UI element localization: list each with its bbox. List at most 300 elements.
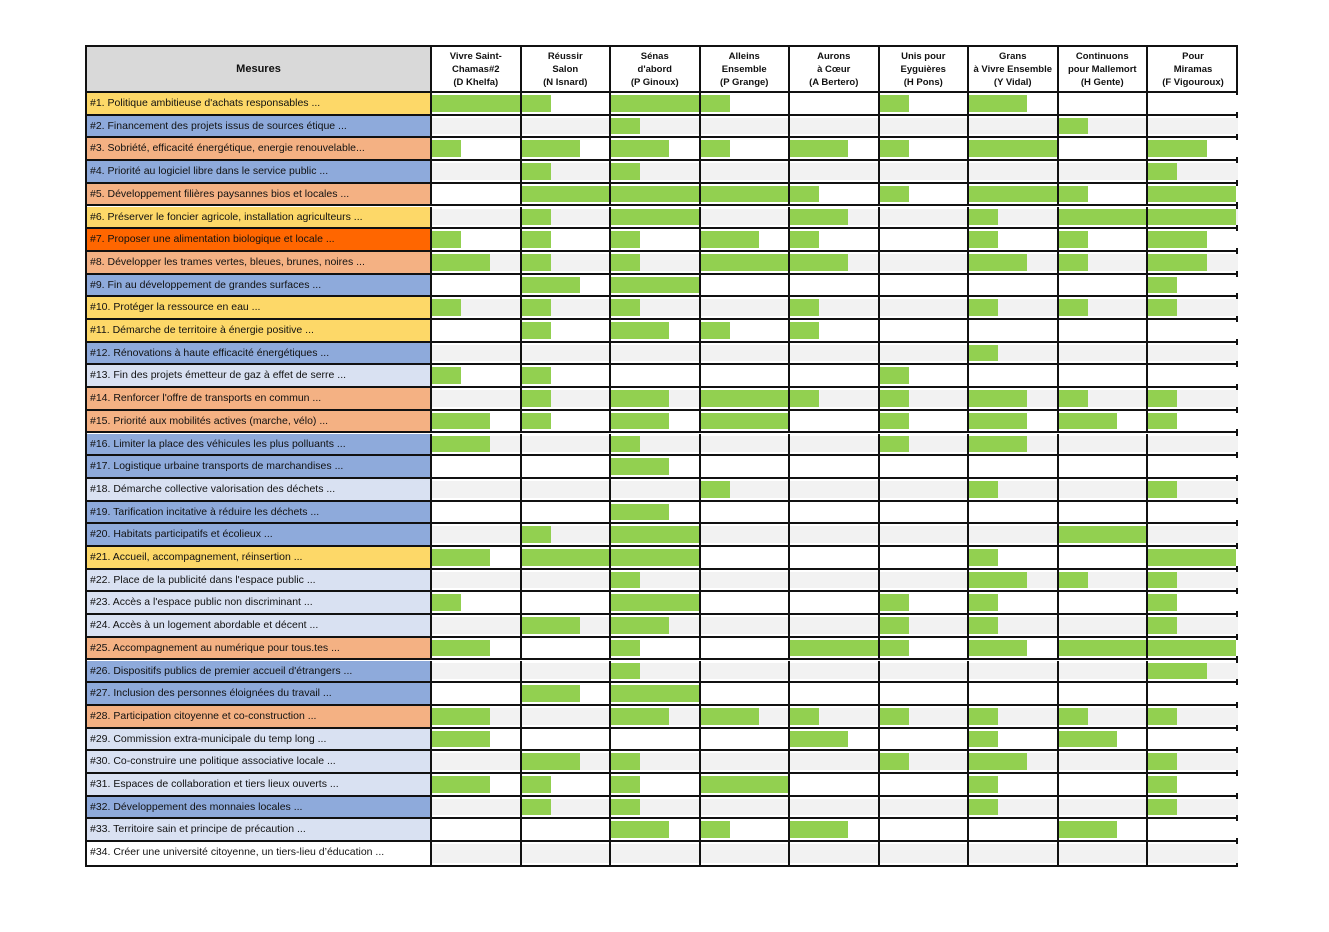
score-track (1059, 549, 1147, 566)
score-cell (1148, 638, 1238, 659)
score-cell (611, 229, 701, 250)
score-cell (432, 297, 522, 318)
score-cell (969, 661, 1059, 682)
score-track (969, 821, 1057, 838)
score-cell (432, 819, 522, 840)
score-track (1148, 821, 1238, 838)
score-cell (611, 138, 701, 159)
score-cell (1148, 161, 1238, 182)
score-track (522, 844, 610, 863)
score-cell (611, 184, 701, 205)
table-row (87, 479, 1236, 502)
measure-label: #14. Renforcer l'offre de transports en commun ... (87, 388, 432, 409)
score-cell (522, 661, 612, 682)
score-cell (432, 275, 522, 296)
score-track (1059, 617, 1147, 634)
score-track (1059, 776, 1147, 793)
measure-label: #23. Accès a l'espace public non discriminant ... (87, 592, 432, 613)
score-cell (611, 116, 701, 137)
score-cell (432, 138, 522, 159)
score-bar (611, 663, 640, 680)
table-row (87, 388, 1236, 411)
score-bar (790, 140, 848, 157)
score-track (1148, 844, 1238, 863)
score-track (790, 685, 878, 702)
score-cell (701, 502, 791, 523)
score-bar (522, 95, 551, 112)
header-mesures: Mesures (87, 47, 432, 91)
score-track (522, 504, 610, 521)
score-track (969, 844, 1057, 863)
score-bar (522, 526, 551, 543)
score-track (969, 504, 1057, 521)
score-cell (611, 774, 701, 795)
score-track (790, 549, 878, 566)
score-track (790, 504, 878, 521)
score-cell (790, 93, 880, 114)
score-bar (969, 799, 998, 816)
score-bar (1148, 617, 1177, 634)
score-bar (611, 322, 669, 339)
score-cell (522, 570, 612, 591)
score-bar (522, 231, 551, 248)
score-cell (611, 456, 701, 477)
score-track (969, 685, 1057, 702)
score-cell (611, 592, 701, 613)
score-cell (522, 297, 612, 318)
score-bar (432, 413, 490, 430)
score-track (701, 526, 789, 543)
score-cell (432, 729, 522, 750)
score-cell (969, 161, 1059, 182)
score-track (701, 617, 789, 634)
score-cell (611, 411, 701, 432)
score-cell (432, 93, 522, 114)
score-bar (611, 685, 699, 702)
score-bar (1148, 231, 1207, 248)
score-bar (611, 209, 699, 226)
score-bar (969, 390, 1027, 407)
column-header-line: (P Ginoux) (630, 76, 679, 88)
score-cell (880, 161, 970, 182)
score-track (701, 685, 789, 702)
score-bar (790, 186, 819, 203)
score-cell (432, 388, 522, 409)
score-track (432, 186, 520, 203)
score-cell (969, 411, 1059, 432)
score-track (432, 209, 520, 226)
score-cell (522, 797, 612, 818)
score-track (701, 663, 789, 680)
score-bar (1059, 231, 1088, 248)
column-header-line: (P Grange) (720, 76, 769, 88)
score-bar (701, 254, 789, 271)
score-cell (790, 592, 880, 613)
measure-label: #26. Dispositifs publics de premier accueil d'étrangers ... (87, 661, 432, 682)
table-row (87, 116, 1236, 139)
score-cell (701, 93, 791, 114)
table-row (87, 774, 1236, 797)
score-cell (1148, 819, 1238, 840)
score-cell (611, 524, 701, 545)
score-track (432, 458, 520, 475)
score-bar (522, 140, 580, 157)
column-header-line: pour Mallemort (1067, 63, 1137, 75)
score-bar (1059, 254, 1088, 271)
table-row (87, 456, 1236, 479)
score-cell (969, 320, 1059, 341)
score-bar (1148, 277, 1177, 294)
score-track (880, 163, 968, 180)
measure-label: #11. Démarche de territoire à énergie positive ... (87, 320, 432, 341)
score-cell (701, 138, 791, 159)
score-cell (522, 184, 612, 205)
score-bar (1148, 776, 1177, 793)
score-bar (701, 708, 759, 725)
score-track (1148, 436, 1238, 453)
column-header-line: d'abord (637, 63, 672, 75)
score-cell (880, 842, 970, 865)
score-bar (611, 572, 640, 589)
score-cell (880, 207, 970, 228)
score-bar (611, 95, 699, 112)
score-track (1148, 526, 1238, 543)
score-track (880, 231, 968, 248)
score-bar (611, 299, 640, 316)
score-bar (969, 481, 998, 498)
score-cell (880, 456, 970, 477)
score-cell (1059, 252, 1149, 273)
score-cell (969, 547, 1059, 568)
score-bar (611, 413, 669, 430)
score-cell (1059, 207, 1149, 228)
score-cell (1148, 479, 1238, 500)
table-row (87, 842, 1236, 865)
score-cell (880, 819, 970, 840)
score-cell (1148, 320, 1238, 341)
score-track (880, 799, 968, 816)
score-track (701, 640, 789, 657)
score-cell (701, 592, 791, 613)
score-cell (1148, 683, 1238, 704)
score-cell (701, 207, 791, 228)
table-row (87, 343, 1236, 366)
score-cell (611, 729, 701, 750)
score-bar (611, 163, 640, 180)
score-cell (701, 275, 791, 296)
score-cell (969, 774, 1059, 795)
score-bar (701, 413, 789, 430)
score-cell (969, 842, 1059, 865)
score-cell (790, 729, 880, 750)
score-bar (611, 640, 640, 657)
column-header-line: Eyguières (900, 63, 946, 75)
column-header (522, 47, 612, 91)
score-track (1059, 458, 1147, 475)
score-cell (432, 343, 522, 364)
table-header-row (87, 47, 1236, 93)
score-cell (880, 547, 970, 568)
score-track (432, 617, 520, 634)
score-cell (701, 683, 791, 704)
column-header (701, 47, 791, 91)
score-cell (522, 161, 612, 182)
score-cell (1148, 570, 1238, 591)
score-cell (880, 343, 970, 364)
score-cell (1059, 479, 1149, 500)
score-cell (1059, 683, 1149, 704)
score-bar (432, 776, 490, 793)
score-track (1148, 345, 1238, 362)
score-cell (611, 797, 701, 818)
score-bar (611, 390, 669, 407)
score-bar (1148, 390, 1177, 407)
score-cell (701, 524, 791, 545)
score-track (790, 413, 878, 430)
score-track (790, 458, 878, 475)
measure-label: #17. Logistique urbaine transports de marchandises ... (87, 456, 432, 477)
score-cell (701, 411, 791, 432)
score-track (880, 663, 968, 680)
column-header-line: (H Pons) (903, 76, 943, 88)
score-cell (880, 297, 970, 318)
score-cell (790, 638, 880, 659)
score-track (701, 594, 789, 611)
score-cell (880, 252, 970, 273)
score-cell (1059, 116, 1149, 137)
score-cell (1059, 729, 1149, 750)
score-track (522, 663, 610, 680)
score-cell (880, 592, 970, 613)
score-cell (611, 388, 701, 409)
score-bar (969, 140, 1057, 157)
score-track (880, 526, 968, 543)
score-cell (701, 229, 791, 250)
score-track (790, 572, 878, 589)
score-cell (1148, 751, 1238, 772)
score-bar (969, 776, 998, 793)
score-cell (701, 343, 791, 364)
score-track (1059, 436, 1147, 453)
score-cell (611, 547, 701, 568)
score-cell (880, 774, 970, 795)
score-cell (611, 502, 701, 523)
score-bar (432, 594, 461, 611)
score-cell (432, 320, 522, 341)
score-cell (611, 842, 701, 865)
score-track (1059, 140, 1147, 157)
score-cell (611, 275, 701, 296)
score-track (880, 821, 968, 838)
score-bar (1059, 572, 1088, 589)
score-bar (880, 640, 909, 657)
score-track (969, 277, 1057, 294)
table-row (87, 229, 1236, 252)
score-track (880, 299, 968, 316)
score-bar (611, 436, 640, 453)
score-cell (969, 638, 1059, 659)
score-track (432, 844, 520, 863)
score-bar (969, 708, 998, 725)
score-bar (432, 254, 490, 271)
score-track (880, 277, 968, 294)
score-cell (969, 479, 1059, 500)
score-track (432, 572, 520, 589)
score-cell (522, 229, 612, 250)
score-cell (432, 570, 522, 591)
score-track (790, 844, 878, 863)
measure-label: #20. Habitats participatifs et écolieux ... (87, 524, 432, 545)
column-header-line: (H Gente) (1080, 76, 1124, 88)
table-row (87, 819, 1236, 842)
score-cell (432, 774, 522, 795)
score-cell (1148, 184, 1238, 205)
column-header (790, 47, 880, 91)
score-cell (790, 365, 880, 386)
score-cell (969, 797, 1059, 818)
score-cell (1059, 751, 1149, 772)
score-track (969, 458, 1057, 475)
score-cell (1059, 661, 1149, 682)
score-bar (969, 731, 998, 748)
table-row (87, 161, 1236, 184)
column-header-line: Chamas#2 (451, 63, 500, 75)
score-track (522, 640, 610, 657)
score-cell (1059, 456, 1149, 477)
score-cell (701, 797, 791, 818)
score-track (432, 685, 520, 702)
table-row (87, 524, 1236, 547)
score-bar (1148, 163, 1177, 180)
score-track (432, 663, 520, 680)
score-cell (1148, 207, 1238, 228)
score-cell (432, 252, 522, 273)
score-track (522, 436, 610, 453)
score-cell (432, 161, 522, 182)
score-bar (611, 799, 640, 816)
score-track (969, 526, 1057, 543)
score-cell (611, 93, 701, 114)
score-cell (1148, 842, 1238, 865)
score-bar (1059, 209, 1147, 226)
score-track (880, 572, 968, 589)
measure-label: #16. Limiter la place des véhicules les plus polluants ... (87, 434, 432, 455)
score-cell (701, 388, 791, 409)
score-bar (790, 254, 848, 271)
score-track (701, 277, 789, 294)
table-row (87, 93, 1236, 116)
score-cell (1059, 320, 1149, 341)
score-bar (611, 277, 699, 294)
score-cell (432, 479, 522, 500)
score-cell (701, 297, 791, 318)
score-cell (1059, 365, 1149, 386)
column-header-line: (F Vigouroux) (1162, 76, 1224, 88)
score-track (790, 753, 878, 770)
score-track (701, 118, 789, 135)
column-header-line: Sénas (640, 50, 669, 62)
table-row (87, 434, 1236, 457)
score-bar (611, 753, 640, 770)
measure-label: #1. Politique ambitieuse d'achats responsables ... (87, 93, 432, 114)
score-cell (1148, 502, 1238, 523)
column-header-line: Aurons (817, 50, 851, 62)
score-bar (880, 594, 909, 611)
score-bar (701, 481, 730, 498)
score-bar (611, 821, 669, 838)
score-track (522, 594, 610, 611)
score-track (701, 436, 789, 453)
score-track (432, 821, 520, 838)
column-header (1148, 47, 1238, 91)
score-bar (432, 140, 461, 157)
score-cell (611, 706, 701, 727)
score-track (790, 617, 878, 634)
score-cell (1059, 638, 1149, 659)
score-track (701, 209, 789, 226)
score-bar (1148, 594, 1177, 611)
measure-label: #27. Inclusion des personnes éloignées du travail ... (87, 683, 432, 704)
score-cell (432, 116, 522, 137)
measure-label: #6. Préserver le foncier agricole, installation agriculteurs ... (87, 207, 432, 228)
score-cell (611, 661, 701, 682)
score-cell (1059, 184, 1149, 205)
score-track (432, 118, 520, 135)
score-cell (790, 388, 880, 409)
score-cell (1059, 434, 1149, 455)
score-track (432, 481, 520, 498)
score-cell (969, 819, 1059, 840)
score-cell (611, 343, 701, 364)
score-track (880, 685, 968, 702)
score-track (432, 345, 520, 362)
score-cell (1148, 706, 1238, 727)
score-cell (522, 388, 612, 409)
score-track (701, 345, 789, 362)
score-bar (522, 209, 551, 226)
score-track (1148, 367, 1238, 384)
score-bar (1148, 663, 1207, 680)
score-cell (1059, 297, 1149, 318)
score-cell (1059, 706, 1149, 727)
column-header-line: Grans (999, 50, 1027, 62)
score-bar (969, 436, 1027, 453)
score-cell (790, 570, 880, 591)
score-cell (880, 706, 970, 727)
score-cell (790, 161, 880, 182)
score-bar (969, 640, 1027, 657)
score-cell (790, 524, 880, 545)
score-bar (969, 753, 1027, 770)
score-cell (701, 638, 791, 659)
score-cell (880, 729, 970, 750)
score-track (701, 504, 789, 521)
column-header-line: Pour (1182, 50, 1204, 62)
score-cell (611, 297, 701, 318)
score-track (1059, 844, 1147, 863)
score-bar (1148, 708, 1177, 725)
score-bar (1148, 140, 1207, 157)
score-bar (522, 799, 551, 816)
score-bar (1059, 186, 1088, 203)
score-track (432, 753, 520, 770)
score-track (522, 481, 610, 498)
score-cell (790, 343, 880, 364)
score-cell (790, 207, 880, 228)
score-track (969, 118, 1057, 135)
score-cell (880, 184, 970, 205)
score-track (1059, 95, 1147, 112)
